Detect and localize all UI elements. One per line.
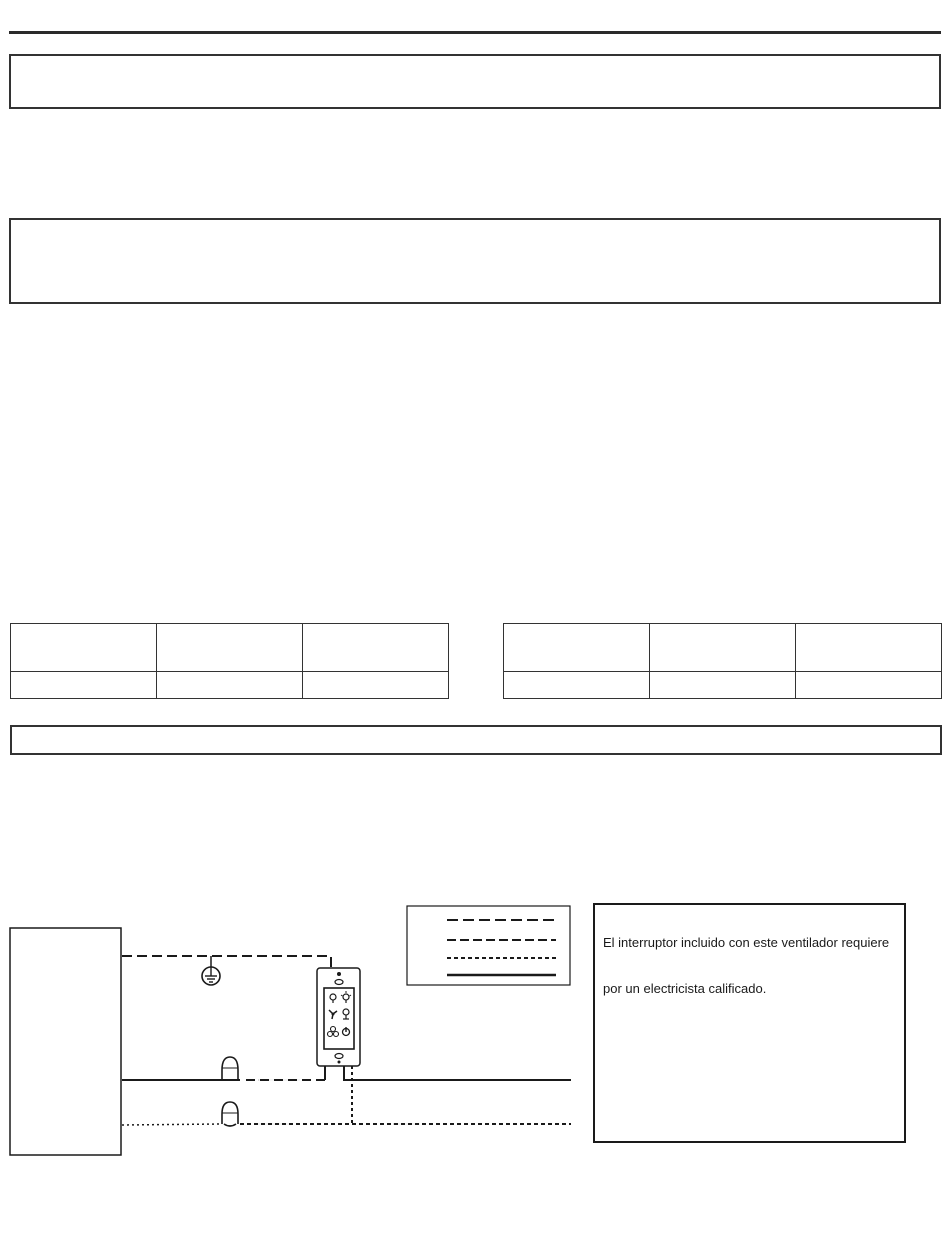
table-cell xyxy=(796,624,942,672)
table-cell xyxy=(11,624,157,672)
wire-legend xyxy=(407,906,570,985)
ground-symbol-icon xyxy=(202,967,220,985)
table-cell xyxy=(504,672,650,699)
spec-table-left xyxy=(10,623,449,699)
table-header-row xyxy=(504,624,942,672)
wiring-diagram xyxy=(0,890,600,1170)
table-row xyxy=(504,672,942,699)
table-cell xyxy=(650,624,796,672)
switch-line-in-wire xyxy=(344,1066,571,1080)
heading-box-2 xyxy=(9,218,941,304)
table-header-row xyxy=(11,624,449,672)
table-cell xyxy=(504,624,650,672)
table-cell xyxy=(303,672,449,699)
note-line-1: El interruptor incluido con este ventilador requiere xyxy=(603,935,890,950)
table-cell xyxy=(650,672,796,699)
wire-nut-icon xyxy=(220,1057,240,1080)
table-cell xyxy=(11,672,157,699)
note-line-2: por un electricista calificado. xyxy=(603,981,767,996)
table-cell xyxy=(796,672,942,699)
fan-neutral-wire xyxy=(122,1124,222,1125)
table-cell xyxy=(303,624,449,672)
header-rule xyxy=(9,31,941,34)
wall-control-icon xyxy=(317,968,360,1066)
section-heading-box xyxy=(10,725,942,755)
table-cell xyxy=(157,672,303,699)
ground-wire xyxy=(122,956,331,969)
heading-box-1 xyxy=(9,54,941,109)
spec-table-right xyxy=(503,623,942,699)
installation-note xyxy=(593,903,906,1143)
table-row xyxy=(11,672,449,699)
table-cell xyxy=(157,624,303,672)
fan-housing-box xyxy=(10,928,121,1155)
wire-nut-icon xyxy=(222,1102,238,1126)
